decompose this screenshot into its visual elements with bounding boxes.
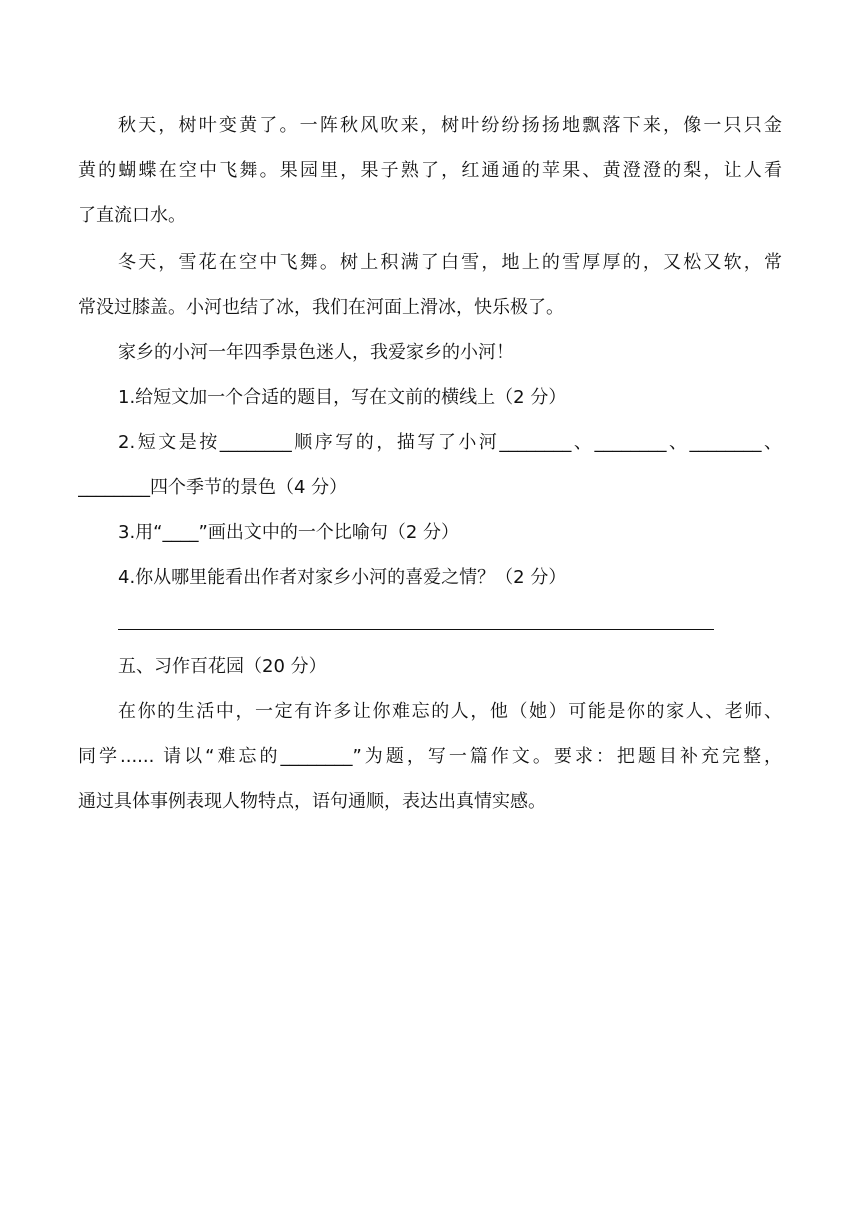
winter-paragraph-line-2: 常没过膝盖。小河也结了冰，我们在河面上滑冰，快乐极了。 <box>78 297 564 318</box>
autumn-paragraph-line-1: 秋天，树叶变黄了。一阵秋风吹来，树叶纷纷扬扬地飘落下来，像一只只金 <box>118 115 782 136</box>
question-2-line-1: 2.短文是按________顺序写的，描写了小河________、________、________、 <box>118 432 782 453</box>
autumn-paragraph-line-2: 黄的蝴蝶在空中飞舞。果园里，果子熟了，红通通的苹果、黄澄澄的梨，让人看 <box>78 160 782 181</box>
question-2-line-2: ________四个季节的景色（4 分） <box>78 477 348 498</box>
composition-prompt-line-3: 通过具体事例表现人物特点，语句通顺，表达出真情实感。 <box>78 791 546 812</box>
composition-prompt-line-2: 同学...... 请以“难忘的________”为题，写一篇作文。要求：把题目补充完整， <box>78 746 782 767</box>
question-1: 1.给短文加一个合适的题目，写在文前的横线上（2 分） <box>118 387 567 408</box>
winter-paragraph-line-1: 冬天，雪花在空中飞舞。树上积满了白雪，地上的雪厚厚的，又松又软，常 <box>118 252 782 273</box>
autumn-paragraph-line-3: 了直流口水。 <box>78 205 186 226</box>
question-4: 4.你从哪里能看出作者对家乡小河的喜爱之情？（2 分） <box>118 567 567 588</box>
answer-line <box>118 629 714 630</box>
composition-heading: 五、习作百花园（20 分） <box>118 656 327 677</box>
question-3: 3.用“____”画出文中的一个比喻句（2 分） <box>118 522 459 543</box>
closing-paragraph: 家乡的小河一年四季景色迷人，我爱家乡的小河！ <box>118 342 514 363</box>
composition-prompt-line-1: 在你的生活中，一定有许多让你难忘的人，他（她）可能是你的家人、老师、 <box>118 701 782 722</box>
